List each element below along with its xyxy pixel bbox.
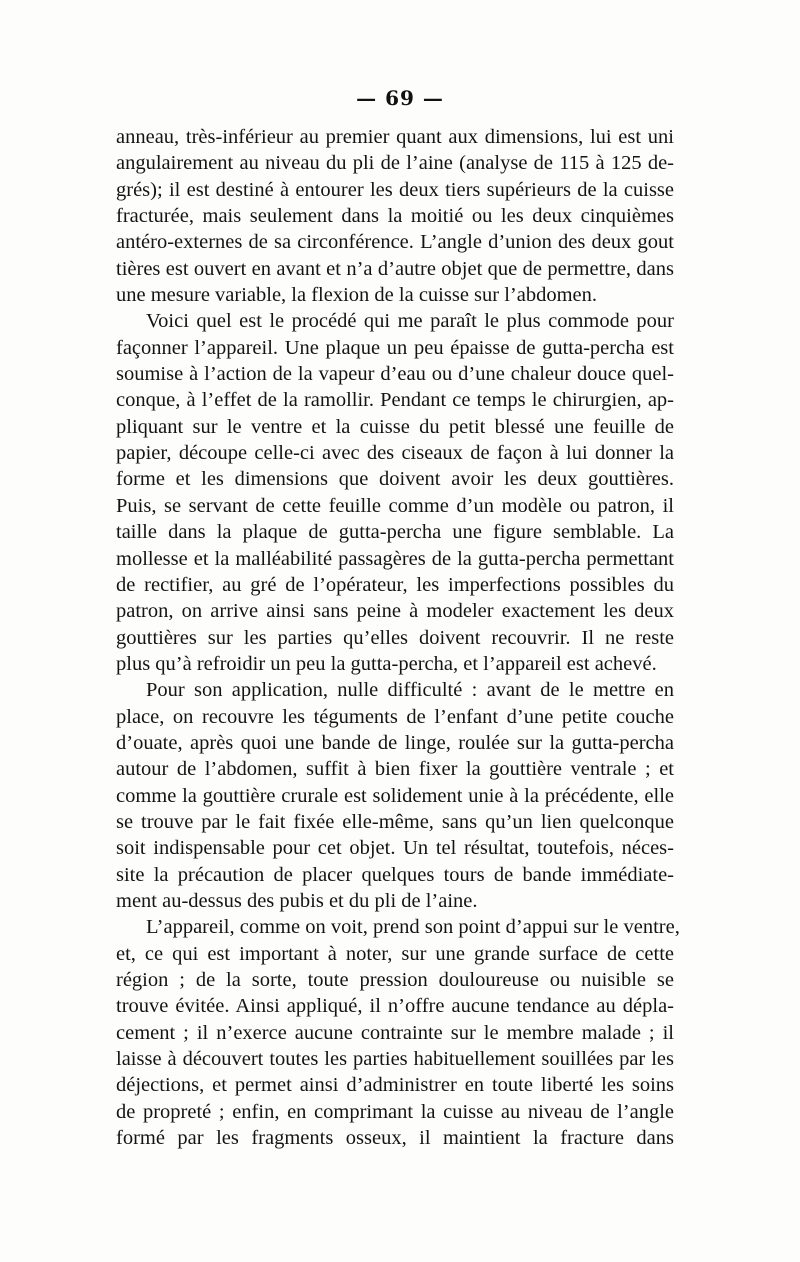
- text-line: gouttières sur les parties qu’elles doivent recouvrir. Il ne reste: [116, 626, 674, 649]
- text-line: soumise à l’action de la vapeur d’eau ou d’une chaleur douce quel-: [116, 363, 674, 386]
- text-line: tières est ouvert en avant et n’a d’autre objet que de permettre, dans: [116, 257, 674, 280]
- text-line: fracturée, mais seulement dans la moitié ou les deux cinquièmes: [116, 205, 674, 228]
- text-line: de rectifier, au gré de l’opérateur, les imperfections possibles du: [116, 573, 674, 596]
- text-line: grés); il est destiné à entourer les deux tiers supérieurs de la cuisse: [116, 178, 674, 201]
- text-line: autour de l’abdomen, suffit à bien fixer la gouttière ventrale ; et: [116, 758, 674, 781]
- text-line: papier, découpe celle-ci avec des ciseaux de façon à lui donner la: [116, 442, 674, 465]
- text-line: angulairement au niveau du pli de l’aine (analyse de 115 à 125 de-: [116, 152, 674, 175]
- text-line: patron, on arrive ainsi sans peine à modeler exactement les deux: [116, 600, 674, 623]
- text-line: se trouve par le fait fixée elle-même, sans qu’un lien quelconque: [116, 810, 674, 833]
- text-line: L’appareil, comme on voit, prend son point d’appui sur le ventre,: [146, 916, 680, 939]
- text-line: antéro-externes de sa circonférence. L’angle d’union des deux gout: [116, 231, 674, 254]
- text-line: conque, à l’effet de la ramollir. Pendant ce temps le chirurgien, ap-: [116, 389, 674, 412]
- text-line: laisse à découvert toutes les parties habituellement souillées par les: [116, 1048, 674, 1071]
- text-line: Voici quel est le procédé qui me paraît le plus commode pour: [146, 310, 674, 333]
- text-line: taille dans la plaque de gutta-percha une figure semblable. La: [116, 521, 674, 544]
- text-line: comme la gouttière crurale est solidement unie à la précédente, elle: [116, 784, 674, 807]
- text-line: de propreté ; enfin, en comprimant la cuisse au niveau de l’angle: [116, 1100, 674, 1123]
- text-line: région ; de la sorte, toute pression douloureuse ou nuisible se: [116, 969, 674, 991]
- text-line: soit indispensable pour cet objet. Un tel résultat, toutefois, néces-: [116, 837, 674, 860]
- text-line: et, ce qui est important à noter, sur une grande surface de cette: [116, 942, 674, 965]
- text-line: une mesure variable, la flexion de la cuisse sur l’abdomen.: [116, 284, 598, 307]
- text-line: site la précaution de placer quelques tours de bande immédiate-: [116, 863, 674, 886]
- text-line: forme et les dimensions que doivent avoir les deux gouttières.: [116, 468, 674, 491]
- text-line: plus qu’à refroidir un peu la gutta-percha, et l’appareil est achevé.: [116, 652, 657, 675]
- text-line: pliquant sur le ventre et la cuisse du petit blessé une feuille de: [116, 415, 674, 438]
- text-line: cement ; il n’exerce aucune contrainte sur le membre malade ; il: [116, 1021, 674, 1044]
- text-line: anneau, très-inférieur au premier quant aux dimensions, lui est uni: [116, 126, 674, 148]
- text-line: place, on recouvre les téguments de l’enfant d’une petite couche: [116, 705, 674, 728]
- text-line: mollesse et la malléabilité passagères de la gutta-percha permettant: [116, 547, 674, 570]
- text-line: d’ouate, après quoi une bande de linge, roulée sur la gutta-percha: [116, 731, 674, 754]
- text-line: déjections, et permet ainsi d’administrer en toute liberté les soins: [116, 1074, 674, 1097]
- text-line: ment au-dessus des pubis et du pli de l’aine.: [116, 889, 478, 912]
- text-line: façonner l’appareil. Une plaque un peu épaisse de gutta-percha est: [116, 336, 674, 359]
- text-line: trouve évitée. Ainsi appliqué, il n’offre aucune tendance au dépla-: [116, 995, 674, 1018]
- text-line: Puis, se servant de cette feuille comme d’un modèle ou patron, il: [116, 494, 674, 517]
- page-number: — 69 —: [356, 86, 444, 110]
- body-text: [116, 124, 680, 1151]
- text-line: Pour son application, nulle difficulté : avant de le mettre en: [146, 679, 674, 702]
- text-line: formé par les fragments osseux, il maintient la fracture dans: [116, 1127, 674, 1150]
